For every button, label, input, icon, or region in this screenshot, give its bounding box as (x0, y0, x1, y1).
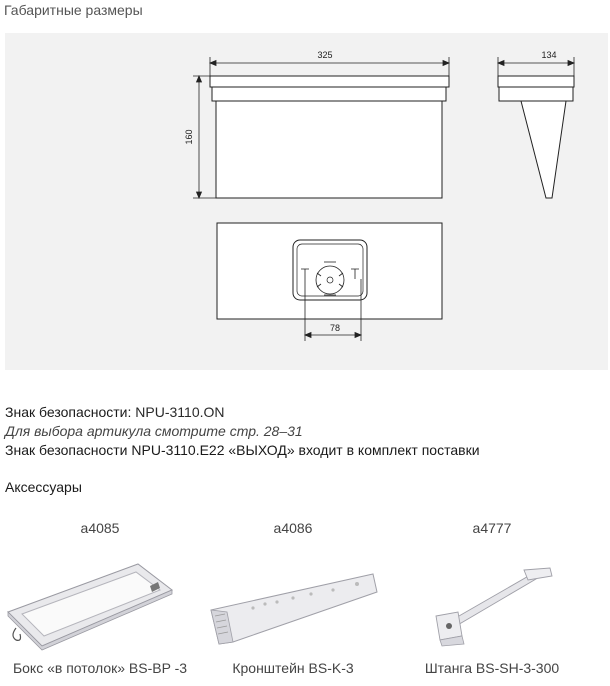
accessory-code: a4777 (472, 520, 512, 536)
accessory-name: Кронштейн BS-K-3 (232, 660, 354, 676)
accessory-rod[interactable] (392, 520, 592, 686)
accessory-ceiling-box[interactable] (0, 520, 200, 686)
accessories-title: Аксессуары (5, 479, 82, 495)
selection-note: Для выбора артикула смотрите стр. 28–31 (5, 423, 303, 439)
sign-value: NPU-3110.ON (135, 404, 225, 420)
side-wedge (521, 101, 566, 198)
bracket-image (193, 546, 393, 658)
mount-plate (293, 240, 367, 300)
depth-dimension-label: 134 (541, 50, 557, 60)
sign-label: Знак безопасности: (5, 404, 132, 420)
front-top-cap (210, 76, 449, 87)
width-dimension-label: 325 (317, 50, 333, 60)
side-top-cap (498, 76, 574, 87)
dimension-drawing-svg (5, 33, 608, 370)
sign-line (5, 403, 225, 422)
rod-image (392, 546, 592, 658)
front-upper-body (212, 87, 446, 101)
mount-spacing-label: 78 (329, 323, 341, 333)
accessory-bracket[interactable] (193, 520, 393, 686)
accessory-name: Штанга BS-SH-3-300 (424, 660, 560, 676)
side-view (498, 76, 574, 198)
bottom-view (217, 223, 442, 319)
accessory-code: a4085 (80, 520, 120, 536)
front-lower-body (216, 101, 442, 198)
section-title: Габаритные размеры (4, 2, 143, 18)
dimension-drawing (5, 33, 608, 370)
side-upper-body (499, 87, 573, 101)
ceiling-box-image (0, 546, 200, 658)
depth-dimension (498, 57, 574, 76)
height-dimension-label: 160 (184, 129, 194, 145)
accessory-code: a4086 (273, 520, 313, 536)
front-view (210, 76, 449, 198)
accessory-name: Бокс «в потолок» BS-BP -3 (12, 660, 188, 676)
included-note: Знак безопасности NPU-3110.E22 «ВЫХОД» входит в комплект поставки (5, 442, 480, 458)
